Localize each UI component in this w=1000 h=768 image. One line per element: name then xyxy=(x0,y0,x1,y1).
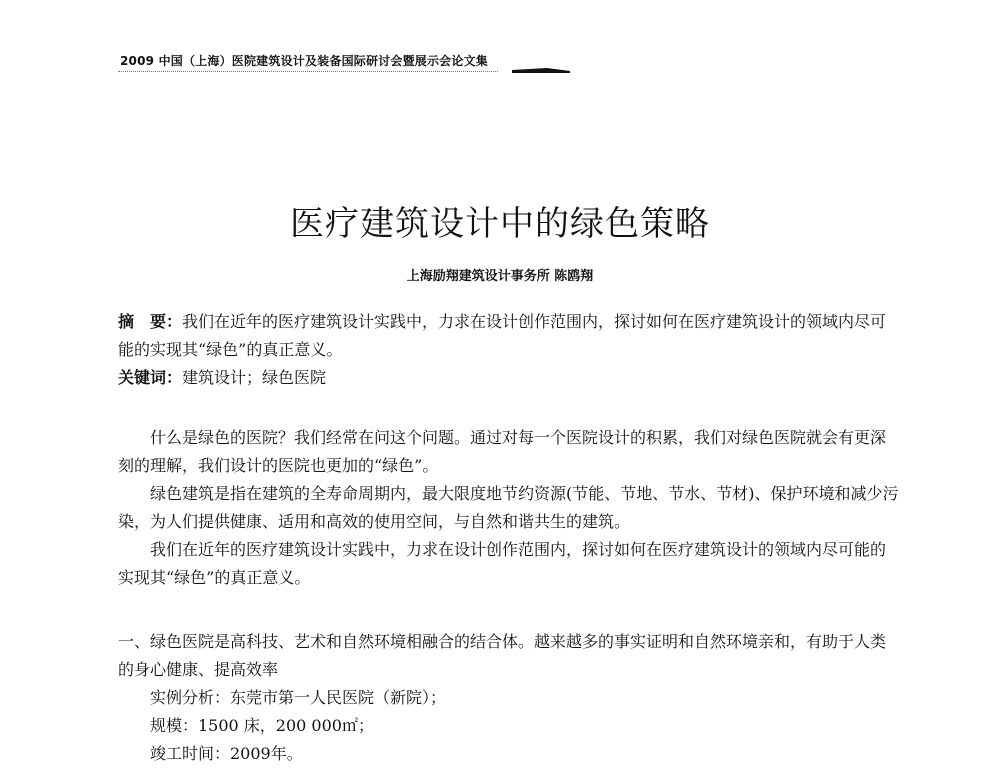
author-line: 上海励翔建筑设计事务所 陈鸥翔 xyxy=(406,269,594,284)
keywords xyxy=(118,364,900,392)
body-paragraph-3: 我们在近年的医疗建筑设计实践中，力求在设计创作范围内，探讨如何在医疗建筑设计的领域内尽可能的实现其“绿色”的真正意义。 xyxy=(118,540,887,587)
running-header: 2009 中国（上海）医院建筑设计及装备国际研讨会暨展示会论文集 xyxy=(120,54,488,68)
section-1-heading: 一、绿色医院是高科技、艺术和自然环境相融合的结合体。越来越多的事实证明和自然环境亲和，有助于人类的身心健康、提高效率 xyxy=(118,632,887,679)
body-paragraph-2: 绿色建筑是指在建筑的全寿命周期内，最大限度地节约资源(节能、节地、节水、节材)、保护环境和减少污染，为人们提供健康、适用和高效的使用空间，与自然和谐共生的建筑。 xyxy=(118,484,899,531)
body-intro xyxy=(118,424,900,592)
abstract-block xyxy=(118,308,900,392)
keywords-label: 关键词： xyxy=(118,368,183,387)
case-line-3: 竣工时间：2009年。 xyxy=(150,744,303,763)
abstract-label: 摘 要： xyxy=(118,312,183,331)
body-paragraph-1: 什么是绿色的医院？我们经常在问这个问题。通过对每一个医院设计的积累，我们对绿色医院就会有更深刻的理解，我们设计的医院也更加的“绿色”。 xyxy=(118,428,887,475)
abstract-text: 我们在近年的医疗建筑设计实践中，力求在设计创作范围内，探讨如何在医疗建筑设计的领域内尽可能的实现其“绿色”的真正意义。 xyxy=(118,312,887,359)
header-bar xyxy=(512,68,570,73)
keywords-text: 建筑设计；绿色医院 xyxy=(182,368,327,387)
case-line-2: 规模：1500 床，200 000㎡； xyxy=(150,716,374,735)
header-rule xyxy=(118,71,498,72)
section-1-block xyxy=(118,628,900,768)
case-line-1: 实例分析：东莞市第一人民医院（新院）； xyxy=(150,688,447,707)
abstract xyxy=(118,308,900,364)
paper-title: 医疗建筑设计中的绿色策略 xyxy=(290,204,710,244)
